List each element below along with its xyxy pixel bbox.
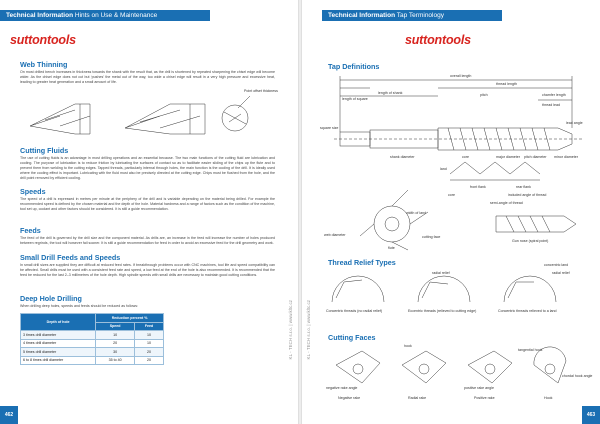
thread-profile bbox=[450, 162, 540, 180]
core-lower-label: core bbox=[448, 193, 455, 197]
land-label: land bbox=[440, 167, 447, 171]
depth-cell: 6 to 8 times drill diameter bbox=[21, 356, 96, 365]
speeds-title: Speeds bbox=[20, 187, 46, 196]
relief-con-ecc bbox=[504, 276, 556, 302]
gun-nose-label: Gun nose (spiral point) bbox=[512, 239, 549, 243]
right-brand-logo: suttontools bbox=[405, 33, 471, 47]
positive-rake-caption: Positive rake bbox=[474, 396, 495, 400]
face-negative bbox=[336, 351, 380, 383]
major-diameter-label: major diameter bbox=[496, 155, 520, 159]
con-ecc-caption: Concentric threads relieved to a land bbox=[498, 309, 557, 313]
square-size-label: square size bbox=[320, 126, 339, 130]
included-angle-label: included angle of thread bbox=[508, 193, 547, 197]
cutting-faces-title: Cutting Faces bbox=[328, 333, 376, 342]
deep-hole-table bbox=[20, 313, 164, 365]
concentric-land-label: concentric land bbox=[544, 263, 569, 267]
length-of-square-label: length of square bbox=[342, 97, 368, 101]
depth-cell: 5 times drill diameter bbox=[21, 348, 96, 357]
rear-flank-label: rear flank bbox=[516, 185, 531, 189]
face-radial bbox=[402, 351, 446, 383]
negative-rake-angle-label: negative rake angle bbox=[326, 386, 358, 390]
relief-eccentric bbox=[418, 276, 470, 302]
dimension-lines bbox=[340, 76, 572, 132]
tap-definitions-title: Tap Definitions bbox=[328, 62, 380, 71]
table-row bbox=[21, 356, 164, 365]
eccentric-caption: Eccentric threads (relieved to cutting edge) bbox=[408, 309, 477, 313]
chamfer-length-label: chamfer length bbox=[542, 93, 566, 97]
speeds-body: The speed of a drill is expressed in metres per minute at the periphery of the drill and is variable depending on the material being drilled. For example the recommended speed is defined by the chosen material and the depth of the hole. Material hardness and a range of factors such as the condition of the machine, tool set up, coolant and other factors should be considered. It is still a guide recommendation. bbox=[20, 197, 275, 211]
col-feed-header: Feed bbox=[135, 322, 164, 331]
depth-cell: 4 times drill diameter bbox=[21, 339, 96, 348]
speed-cell: 35 to 40 bbox=[96, 356, 135, 365]
right-page bbox=[302, 0, 600, 424]
radial-rake-caption: Radial rake bbox=[408, 396, 427, 400]
front-flank-label: front flank bbox=[470, 185, 486, 189]
depth-cell: 3 times drill diameter bbox=[21, 331, 96, 340]
right-header-bold: Technical Information bbox=[328, 12, 396, 19]
radial-relief-b-label: radial relief bbox=[552, 271, 570, 275]
pitch-label: pitch bbox=[480, 93, 488, 97]
left-page-number: 462 bbox=[0, 406, 18, 424]
cutting-face-label: cutting face bbox=[422, 235, 441, 239]
flute-label: flute bbox=[388, 246, 395, 250]
feed-cell: 20 bbox=[135, 348, 164, 357]
thread-relief-diagram bbox=[322, 262, 584, 320]
left-side-text: KL - TECH s.r.o. | www.kltc.cz bbox=[288, 300, 293, 360]
feed-cell: 10 bbox=[135, 339, 164, 348]
right-side-text: KL - TECH s.r.o. | www.kltc.cz bbox=[306, 300, 311, 360]
left-header-bold: Technical Information bbox=[6, 12, 74, 19]
web-thinning-body: On most drilled bench increases in thickness towards the shank with the result that, as the drill is shortened by repeated sharpening the chisel edge will become wider. As the chisel edge does not cut but ‘pushes’ the metal out of the way, too wide a chisel edge will result in a very high pressure and excessive heat, leading to greater heat generation and a small amount of life. bbox=[20, 70, 275, 84]
tap-definitions-diagram bbox=[320, 66, 592, 250]
left-header-bar bbox=[0, 10, 210, 21]
web-thinning-title: Web Thinning bbox=[20, 60, 68, 69]
negative-rake-caption: Negative rake bbox=[338, 396, 361, 400]
thread-relief-title: Thread Relief Types bbox=[328, 258, 396, 267]
left-page bbox=[0, 0, 298, 424]
deep-hole-title: Deep Hole Drilling bbox=[20, 294, 82, 303]
col-depth-header: Depth of hole bbox=[21, 314, 96, 331]
left-brand-logo: suttontools bbox=[10, 33, 76, 47]
feeds-body: The feed of the drill is governed by the drill size and the component material. As drills are, an increase in the feed will increase the number of holes produced between regrinds, the tool will however fail sooner. It is still a guide recommendation for feed in order to avoid an excessive feed for the drill geometry and work. bbox=[20, 236, 275, 245]
right-header-rest: Tap Terminology bbox=[396, 12, 444, 19]
drill-point-after bbox=[125, 104, 205, 134]
cutting-fluids-title: Cutting Fluids bbox=[20, 146, 69, 155]
tap-side-view bbox=[334, 128, 582, 150]
face-positive bbox=[468, 351, 512, 383]
hook-label: hook bbox=[404, 344, 412, 348]
thread-length-label: thread length bbox=[496, 82, 517, 86]
speed-cell: 10 bbox=[96, 331, 135, 340]
tangential-hook-label: tangential hook bbox=[518, 348, 543, 352]
table-row bbox=[21, 339, 164, 348]
feed-cell: 20 bbox=[135, 356, 164, 365]
deep-hole-intro: When drilling deep holes, speeds and feeds should be reduced as follows: bbox=[20, 304, 139, 308]
radial-relief-a-label: radial relief bbox=[432, 271, 450, 275]
col-speed-header: Speed bbox=[96, 322, 135, 331]
concentric-caption: Concentric threads (no radial relief) bbox=[326, 309, 383, 313]
right-page-number: 463 bbox=[582, 406, 600, 424]
web-thinning-diagram bbox=[20, 86, 290, 142]
relief-concentric bbox=[332, 276, 384, 302]
point-offset-label: Point offset thickness bbox=[244, 89, 278, 93]
thread-lead-label: thread lead bbox=[542, 103, 560, 107]
width-of-land-label: width of land bbox=[406, 211, 427, 215]
right-header-title bbox=[328, 10, 444, 21]
core-label: core bbox=[462, 155, 469, 159]
drill-point-before bbox=[30, 104, 90, 134]
minor-diameter-label: minor diameter bbox=[554, 155, 578, 159]
left-header-title bbox=[6, 10, 157, 21]
pitch-diameter-label: pitch diameter bbox=[524, 155, 547, 159]
small-drill-title: Small Drill Feeds and Speeds bbox=[20, 253, 121, 262]
cutting-fluids-body: The use of cutting fluids is an advantage in most drilling operations and an essential because. The two main functions of the cutting fluid are lubrication and cooling. The purpose of lubrication is to reduce friction by lubricating the surfaces of contact so as to facilitate easier sliding of the chips up the flute and to prevent them from welding to the cutting edges. Tapped threads, particularly internal through holes, the main function is the cooling of the drill. It is ideally used where the cooling effect is important. Lubricating with the fluid must also be precisely directed at the cutting edge. Chips must be flushed from the hole, and the drill point removed by efficient cooling. bbox=[20, 156, 275, 180]
web-diameter-label: web diameter bbox=[324, 233, 346, 237]
positive-rake-angle-label: positive rake angle bbox=[464, 386, 494, 390]
drill-point-end-view bbox=[222, 105, 248, 131]
feed-cell: 10 bbox=[135, 331, 164, 340]
length-of-shank-label: length of shank bbox=[378, 91, 403, 95]
table-row bbox=[21, 348, 164, 357]
lead-angle-label: lead angle bbox=[566, 121, 583, 125]
right-header-bar bbox=[322, 10, 502, 21]
shank-diameter-label: shank diameter bbox=[390, 155, 415, 159]
feeds-title: Feeds bbox=[20, 226, 41, 235]
left-header-rest: Hints on Use & Maintenance bbox=[74, 12, 158, 19]
speed-cell: 20 bbox=[96, 339, 135, 348]
small-drill-body: In small drill sizes are supplied they are difficult at reduced feed rates. If breakthrough problems occur with CNC machines, tool life and speed compatibility can be affected. Small drills must be used with a consistent feed rate and speed, a low feed at the end of the hole is also recommended. It is recommended that the feed be reduced for the last 2–3 millimetres of the hole depth. High spindle speeds with small drills are necessary to maintain good cutting conditions. bbox=[20, 263, 275, 277]
speed-cell: 30 bbox=[96, 348, 135, 357]
col-reduction-header: Reduction percent % bbox=[96, 314, 164, 323]
gun-nose-tap bbox=[496, 216, 576, 232]
semi-angle-label: semi-angle of thread bbox=[490, 201, 523, 205]
chordal-hook-angle-label: chordal hook angle bbox=[562, 374, 593, 378]
overall-length-label: overall length bbox=[450, 74, 472, 78]
hook-caption: Hook bbox=[544, 396, 553, 400]
tap-cross-section bbox=[360, 190, 428, 250]
cutting-faces-diagram bbox=[322, 337, 593, 403]
table-row bbox=[21, 331, 164, 340]
